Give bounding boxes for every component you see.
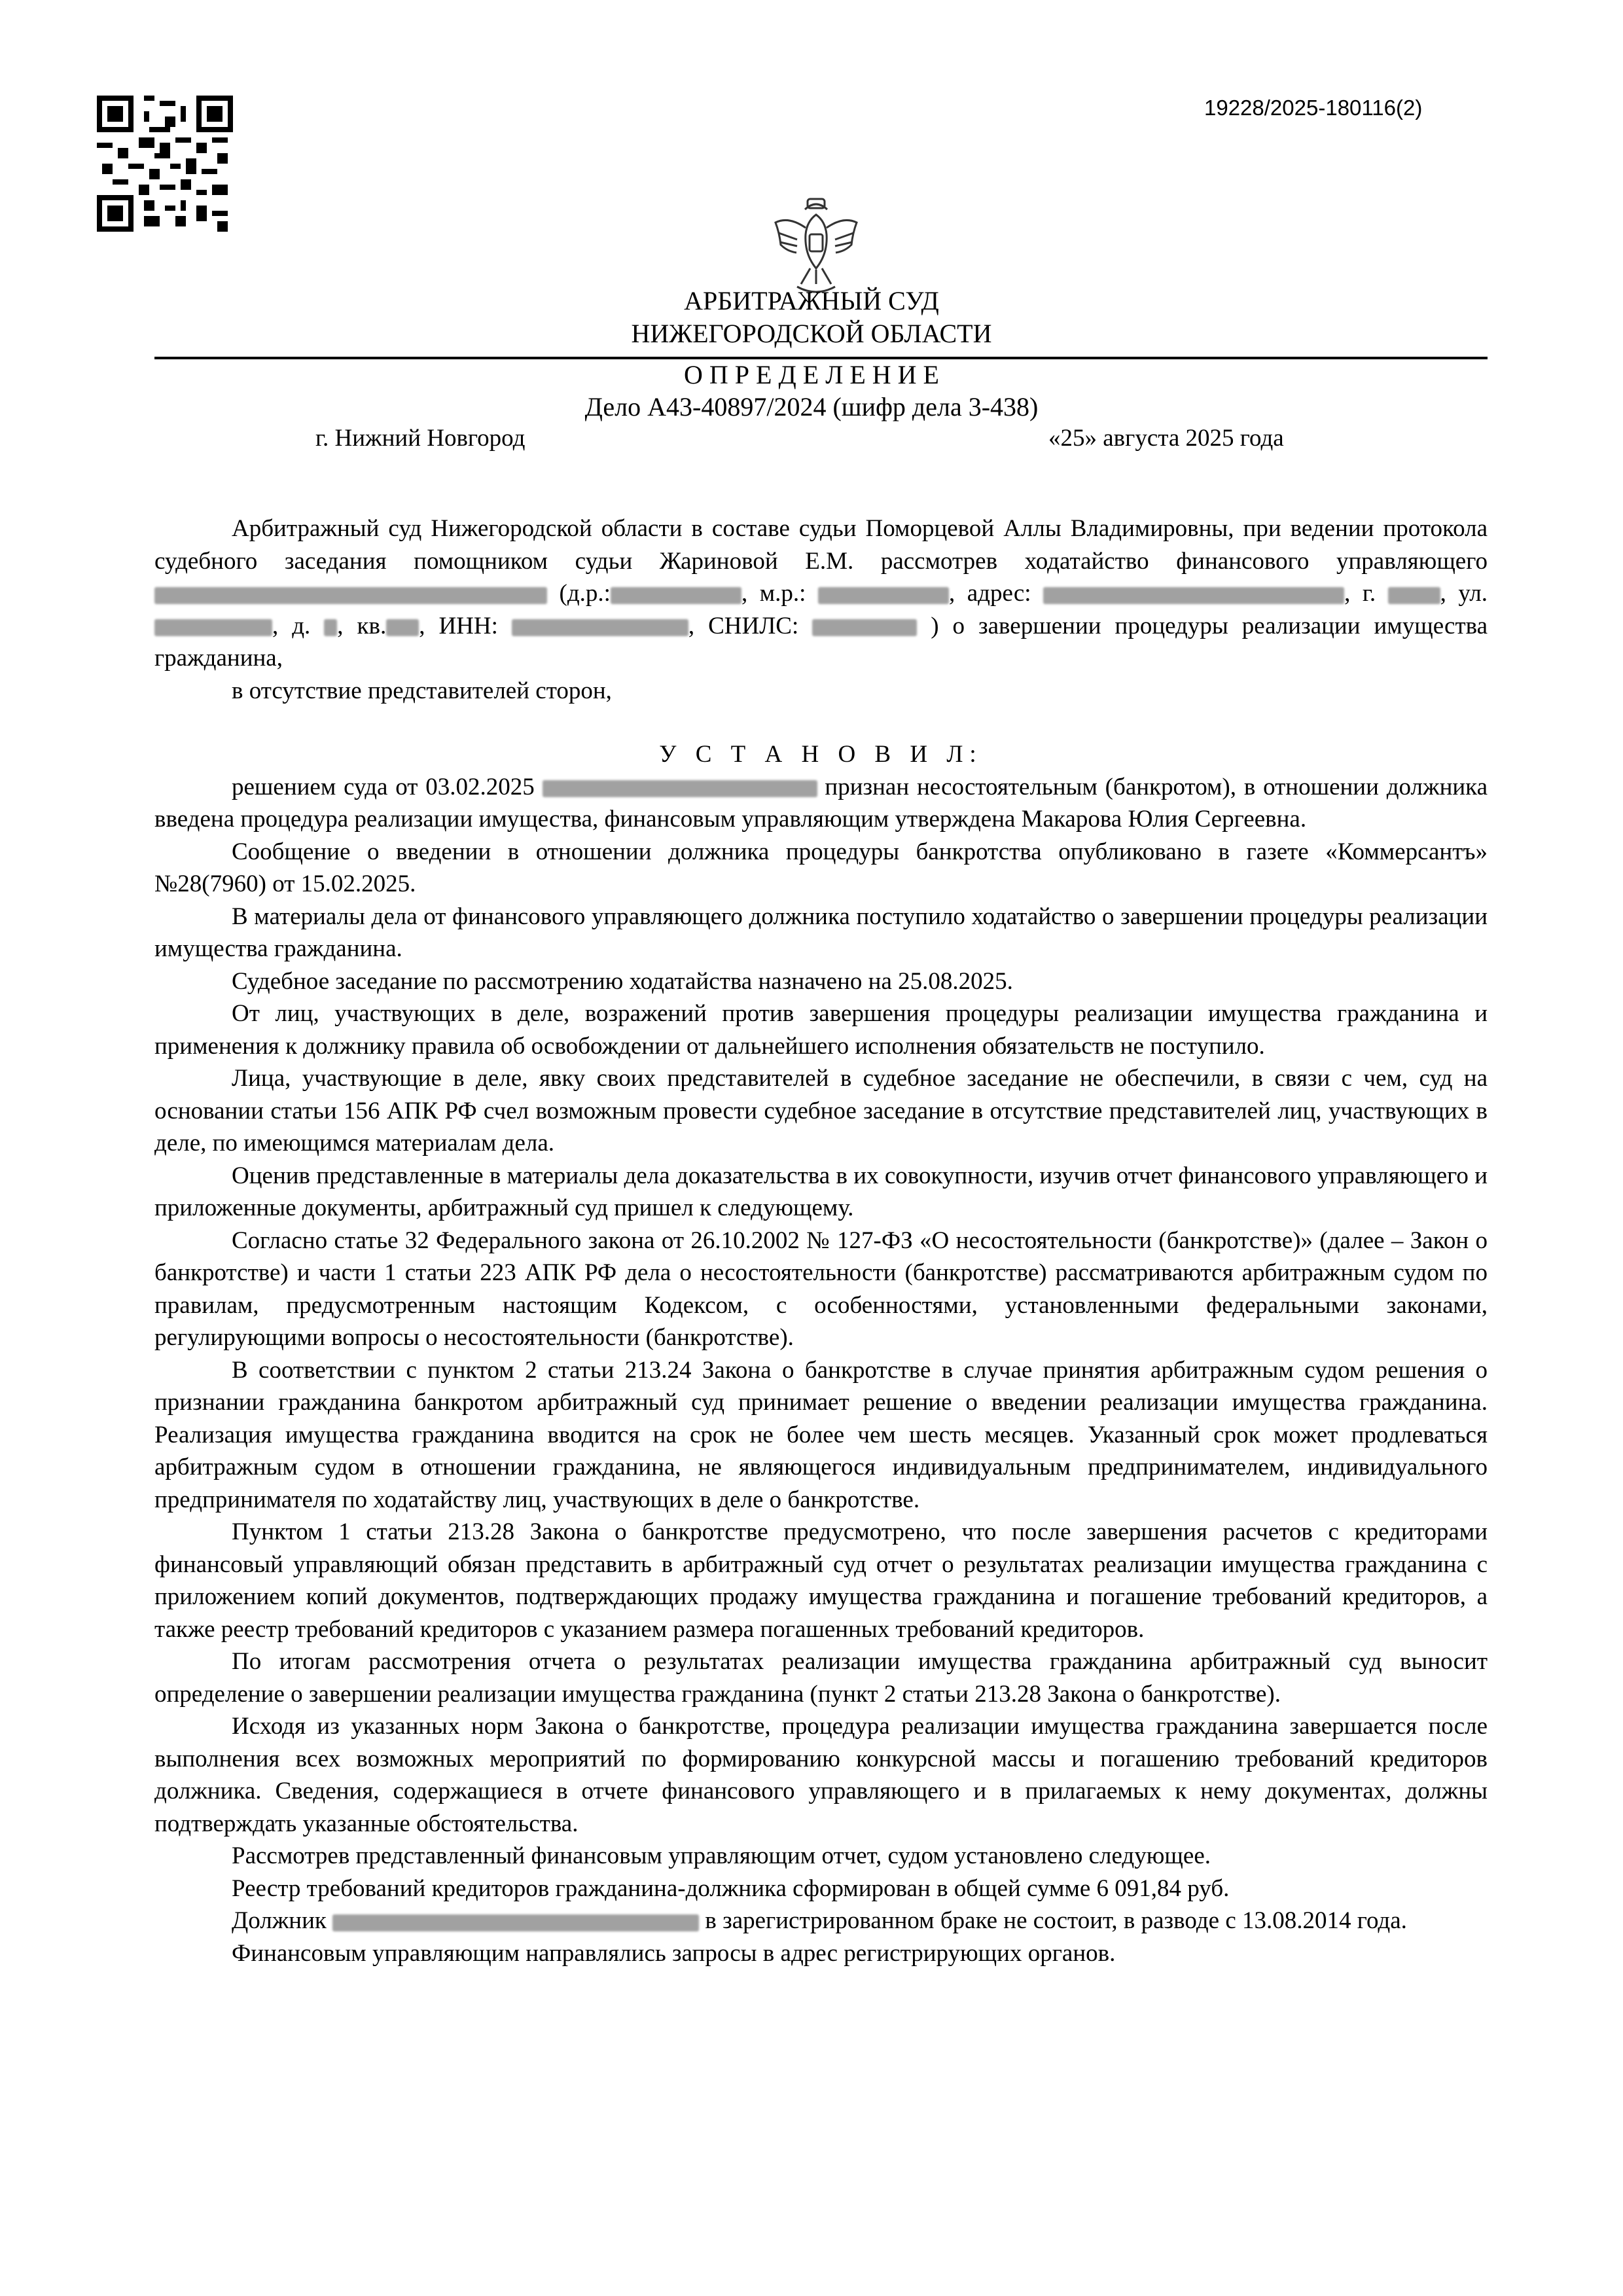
redacted-inn (512, 619, 688, 636)
paragraph: Рассмотрев представленный финансовым управляющим отчет, судом установлено следующее. (232, 1842, 1211, 1869)
qr-code (97, 96, 233, 232)
paragraph: Реестр требований кредиторов гражданина-должника сформирован в общей сумме 6 091,84 руб. (232, 1874, 1230, 1902)
paragraph: Оценив представленные в материалы дела доказательства в их совокупности, изучив отчет финансового управляющего и приложенные документы, арбитражный суд пришел к следующему. (154, 1162, 1488, 1221)
paragraph: Исходя из указанных норм Закона о банкротстве, процедура реализации имущества гражданина завершается после выполнения всех возможных мероприятий по формированию конкурсной массы и погашению требований кредиторов должника. Сведения, содержащиеся в отчете финансового управляющего и в прилагаемых к нему документах, должны подтверждать указанные обстоятельства. (154, 1713, 1488, 1837)
intro-paragraph-2: в отсутствие представителей сторон, (232, 677, 612, 704)
redacted-snils (812, 619, 917, 636)
paragraph: Судебное заседание по рассмотрению ходатайства назначено на 25.08.2025. (232, 967, 1013, 995)
redacted-region (1043, 587, 1344, 604)
city: г. Нижний Новгород (315, 425, 526, 452)
coat-of-arms-emblem (771, 195, 861, 300)
redacted-street (154, 619, 272, 636)
document-date: «25» августа 2025 года (1048, 425, 1284, 452)
paragraph: Финансовым управляющим направлялись запросы в адрес регистрирующих органов. (232, 1939, 1116, 1967)
paragraph: От лиц, участвующих в деле, возражений против завершения процедуры реализации имущества гражданина и применения к должнику правила об освобождении от дальнейшего исполнения обязательств не поступило. (154, 1000, 1488, 1060)
header-divider (154, 357, 1488, 359)
paragraph: По итогам рассмотрения отчета о результатах реализации имущества гражданина арбитражный суд выносит определение о завершении реализации имущества гражданина (пункт 2 статьи 213.28 Закона о банкротстве). (154, 1648, 1488, 1708)
redacted-name (154, 587, 547, 604)
redacted-birthplace (818, 587, 949, 604)
redacted-debtor-name (543, 780, 817, 797)
redacted-birthdate (611, 587, 741, 604)
paragraph-debtor-status: Должник в зарегистрированном браке не состоит, в разводе с 13.08.2014 года. (232, 1907, 1407, 1934)
intro-paragraph: Арбитражный суд Нижегородской области в составе судьи Поморцевой Аллы Владимировны, при ведении протокола судебного заседания помощником судьи Жариновой Е.М. рассмотрев ходатайство финансового управляющего (д.р.: , м.р.: , адрес: , г. , ул. , д. , кв. , ИНН: , СНИЛС: ) о завершении процедуры реализации имущества гражданина, (154, 515, 1488, 672)
paragraph: В материалы дела от финансового управляющего должника поступило ходатайство о завершении процедуры реализации имущества гражданина. (154, 903, 1488, 962)
redacted-debtor-name-2 (332, 1914, 699, 1931)
case-number: 19228/2025-180116(2) (1204, 96, 1423, 120)
court-name-line2: НИЖЕГОРОДСКОЙ ОБЛАСТИ (631, 319, 992, 348)
redacted-flat (386, 619, 419, 636)
paragraph: Пунктом 1 статьи 213.28 Закона о банкротстве предусмотрено, что после завершения расчетов с кредиторами финансовый управляющий обязан представить в арбитражный суд отчет о результатах реализации имущества гражданина с приложением копий документов, подтверждающих продажу имущества гражданина и погашение требований кредиторов, а также реестр требований кредиторов с указанием размера погашенных требований кредиторов. (154, 1518, 1488, 1643)
redacted-city (1388, 587, 1440, 604)
document-body (154, 512, 1488, 1969)
redacted-house (324, 619, 337, 636)
paragraph: В соответствии с пунктом 2 статьи 213.24 Закона о банкротстве в случае принятия арбитражным судом решения о признании гражданина банкротом арбитражный суд принимает решение о введении реализации имущества гражданина. Реализация имущества гражданина вводится на срок не более чем шесть месяцев. Указанный срок может продлеваться арбитражным судом в отношении гражданина, не являющегося индивидуальным предпринимателем, индивидуального предпринимателя по ходатайству лиц, участвующих в деле о банкротстве. (154, 1356, 1488, 1513)
paragraph: Согласно статье 32 Федерального закона от 26.10.2002 № 127-ФЗ «О несостоятельности (банкротстве)» (далее – Закон о банкротстве) и части 1 статьи 223 АПК РФ дела о несостоятельности (банкротстве) рассматриваются арбитражным судом по правилам, предусмотренным настоящим Кодексом, с особенностями, установленными федеральными законами, регулирующими вопросы о несостоятельности (банкротстве). (154, 1227, 1488, 1351)
section-title: У С Т А Н О В И Л: (659, 741, 983, 768)
case-line: Дело А43-40897/2024 (шифр дела 3-438) (584, 392, 1039, 422)
paragraph: Сообщение о введении в отношении должника процедуры банкротства опубликовано в газете «Коммерсантъ» №28(7960) от 15.02.2025. (154, 838, 1488, 897)
paragraph: Лица, участвующие в деле, явку своих представителей в судебное заседание не обеспечили, в связи с чем, суд на основании статьи 156 АПК РФ счел возможным провести судебное заседание в отсутствие представителей лиц, участвующих в деле, по имеющимся материалам дела. (154, 1065, 1488, 1157)
document-type: О П Р Е Д Е Л Е Н И Е (684, 360, 939, 389)
paragraph-decision: решением суда от 03.02.2025 признан несостоятельным (банкротом), в отношении должника введена процедура реализации имущества, финансовым управляющим утверждена Макарова Юлия Сергеевна. (154, 773, 1488, 833)
court-name-line1: АРБИТРАЖНЫЙ СУД (684, 286, 939, 315)
